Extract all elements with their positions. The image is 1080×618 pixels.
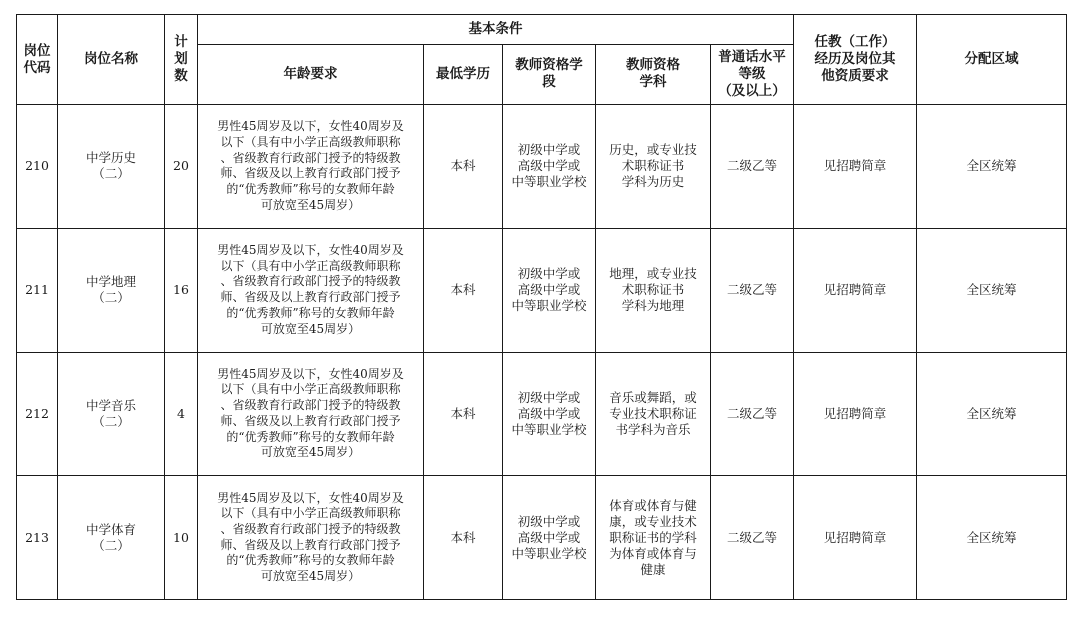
min-education: 本科 [424,352,503,476]
position-name [58,476,165,600]
cell-line: （二） [92,537,130,553]
cell-line: 可放宽至45周岁） [260,197,361,212]
cell-line: 为体育或体育与 [609,545,697,561]
cell-line: 、省级教育行政部门授予的特级教 [220,150,401,165]
cell-line: 学科为历史 [621,174,685,190]
header-row-1 [17,15,1067,45]
assignment-region: 全区统筹 [917,228,1067,352]
position-code: 213 [17,476,58,600]
cell-line: 中学历史 [85,150,136,166]
cell-line: 男性45周岁及以下，女性40周岁及 [217,490,404,505]
table-body [17,105,1067,600]
position-code: 210 [17,105,58,229]
cell-line: 、省级教育行政部门授予的特级教 [220,521,401,536]
mandarin-level: 二级乙等 [711,105,794,229]
cell-line: 以下（具有中小学正高级教师职称 [220,258,401,273]
cell-line: 康，或专业技术 [609,513,697,529]
cell-line: 历史，或专业技 [609,142,697,158]
cell-line: 高级中学或 [517,529,581,545]
table-row [17,105,1067,229]
cell-line: 以下（具有中小学正高级教师职称 [220,382,401,397]
cell-line: 可放宽至45周岁） [260,445,361,460]
cell-line: 男性45周岁及以下，女性40周岁及 [217,119,404,134]
cell-line: 中学体育 [85,521,136,537]
cell-line: （二） [92,166,130,182]
mandarin-level: 二级乙等 [711,352,794,476]
cell-line: 师、省级及以上教育行政部门授予 [220,413,401,428]
cell-line: 以下（具有中小学正高级教师职称 [220,506,401,521]
assignment-region: 全区统筹 [917,352,1067,476]
cell-line: 中等职业学校 [511,298,587,314]
plan-count: 20 [165,105,198,229]
cert-stage [503,352,596,476]
cell-line: 中等职业学校 [511,421,587,437]
assignment-region: 全区统筹 [917,105,1067,229]
cell-line: 地理，或专业技 [609,266,697,282]
cell-line: 书学科为音乐 [615,421,691,437]
cell-line: 的“优秀教师”称号的女教师年龄 [226,429,395,444]
cell-line: 以下（具有中小学正高级教师职称 [220,134,401,149]
header-age: 年龄要求 [198,44,424,104]
table-row [17,228,1067,352]
experience-requirement: 见招聘简章 [794,352,917,476]
position-code: 211 [17,228,58,352]
cert-subject [596,476,711,600]
cell-line: 、省级教育行政部门授予的特级教 [220,398,401,413]
plan-count: 16 [165,228,198,352]
cell-line: 中学地理 [85,274,136,290]
min-education: 本科 [424,476,503,600]
cell-line: 高级中学或 [517,158,581,174]
plan-count: 10 [165,476,198,600]
cell-line: 音乐或舞蹈，或 [609,389,697,405]
cell-line: 体育或体育与健 [609,497,697,513]
min-education: 本科 [424,228,503,352]
assignment-region: 全区统筹 [917,476,1067,600]
cell-line: 术职称证书 [621,282,685,298]
cell-line: 职称证书的学科 [609,529,697,545]
cell-line: 术职称证书 [621,158,685,174]
cert-stage [503,228,596,352]
cell-line: 中等职业学校 [511,545,587,561]
cell-line: 专业技术职称证 [609,405,697,421]
cell-line: 师、省级及以上教育行政部门授予 [220,537,401,552]
recruitment-table [16,14,1067,600]
cell-line: （二） [92,290,130,306]
cell-line: 男性45周岁及以下，女性40周岁及 [217,243,404,258]
table-row [17,352,1067,476]
cell-line: 学科为地理 [621,298,685,314]
header-code: 岗位 代码 [17,15,58,105]
cell-line: 初级中学或 [517,389,581,405]
position-name [58,105,165,229]
header-plan: 计 划 数 [165,15,198,105]
cert-stage [503,105,596,229]
header-cert-stage: 教师资格学 段 [503,44,596,104]
cell-line: 健康 [640,561,666,577]
age-requirement [198,228,424,352]
header-region: 分配区域 [917,15,1067,105]
cell-line: 可放宽至45周岁） [260,569,361,584]
cell-line: 高级中学或 [517,282,581,298]
cell-line: 中等职业学校 [511,174,587,190]
position-name [58,228,165,352]
experience-requirement: 见招聘简章 [794,228,917,352]
position-code: 212 [17,352,58,476]
header-mandarin: 普通话水平 等级 （及以上） [711,44,794,104]
experience-requirement: 见招聘简章 [794,105,917,229]
age-requirement [198,476,424,600]
cell-line: 初级中学或 [517,266,581,282]
min-education: 本科 [424,105,503,229]
mandarin-level: 二级乙等 [711,228,794,352]
age-requirement [198,105,424,229]
cell-line: 、省级教育行政部门授予的特级教 [220,274,401,289]
header-basic-conditions: 基本条件 [198,15,794,45]
cell-line: 的“优秀教师”称号的女教师年龄 [226,182,395,197]
position-name [58,352,165,476]
cert-subject [596,228,711,352]
cell-line: 中学音乐 [85,397,136,413]
cell-line: 高级中学或 [517,405,581,421]
cell-line: 师、省级及以上教育行政部门授予 [220,166,401,181]
plan-count: 4 [165,352,198,476]
cell-line: （二） [92,413,130,429]
experience-requirement: 见招聘简章 [794,476,917,600]
header-education: 最低学历 [424,44,503,104]
header-name: 岗位名称 [58,15,165,105]
cell-line: 初级中学或 [517,513,581,529]
cell-line: 可放宽至45周岁） [260,321,361,336]
table-row [17,476,1067,600]
cell-line: 师、省级及以上教育行政部门授予 [220,290,401,305]
cell-line: 的“优秀教师”称号的女教师年龄 [226,305,395,320]
mandarin-level: 二级乙等 [711,476,794,600]
header-experience: 任教（工作） 经历及岗位其 他资质要求 [794,15,917,105]
age-requirement [198,352,424,476]
cell-line: 男性45周岁及以下，女性40周岁及 [217,366,404,381]
cert-stage [503,476,596,600]
cell-line: 的“优秀教师”称号的女教师年龄 [226,553,395,568]
header-cert-subject: 教师资格 学科 [596,44,711,104]
cert-subject [596,105,711,229]
cert-subject [596,352,711,476]
cell-line: 初级中学或 [517,142,581,158]
